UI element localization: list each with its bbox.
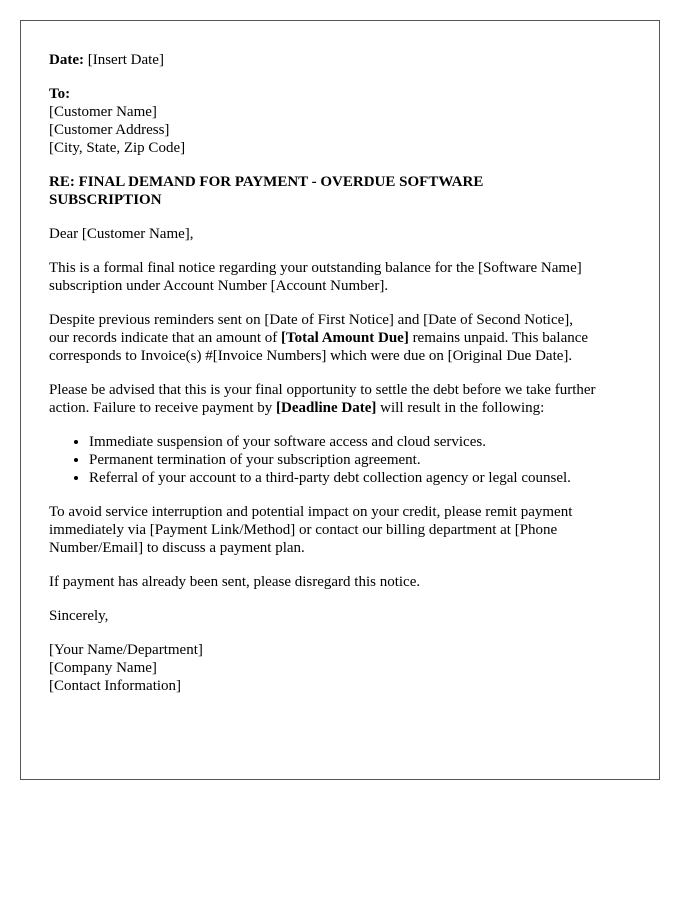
paragraph-notice [49, 259, 631, 295]
list-item: • Referral of your account to a third-party debt collection agency or legal counsel. [89, 469, 631, 487]
subject-line [49, 173, 631, 209]
recipient-name: [Customer Name] [49, 104, 157, 120]
date-line [49, 51, 631, 69]
amount-outro-text: remains unpaid. This balance [408, 330, 589, 346]
deadline-outro-text: will result in the following: [376, 400, 545, 416]
deadline-intro-text: action. Failure to receive payment by [49, 400, 276, 416]
signature-company: [Company Name] [49, 660, 157, 676]
letter-document [20, 20, 660, 780]
paragraph-remit-payment-line-2: immediately via [Payment Link/Method] or contact our billing department at [Phone [49, 522, 558, 538]
subject-line-1: RE: FINAL DEMAND FOR PAYMENT - OVERDUE SOFTWARE [49, 174, 484, 190]
recipient-label: To: [49, 86, 71, 102]
list-item: • Permanent termination of your subscription agreement. [89, 451, 631, 469]
paragraph-final-opportunity [49, 381, 631, 417]
date-label: Date: [49, 52, 84, 68]
recipient-address: [Customer Address] [49, 122, 170, 138]
paragraph-disregard: If payment has already been sent, please disregard this notice. [49, 574, 421, 590]
recipient-city-state-zip: [City, State, Zip Code] [49, 140, 186, 156]
signature-name: [Your Name/Department] [49, 642, 203, 658]
paragraph-notice-line-1: This is a formal final notice regarding your outstanding balance for the [Software Name] [49, 260, 582, 276]
amount-intro-text: our records indicate that an amount of [49, 330, 282, 346]
recipient-block [49, 85, 631, 157]
paragraph-remit-payment [49, 503, 631, 557]
total-amount-due: [Total Amount Due] [281, 330, 409, 346]
consequences-list [49, 433, 631, 487]
paragraph-final-opportunity-line-1: Please be advised that this is your final opportunity to settle the debt before we take further [49, 382, 596, 398]
paragraph-reminders [49, 311, 631, 365]
closing: Sincerely, [49, 608, 109, 624]
salutation: Dear [Customer Name], [49, 226, 194, 242]
signature-contact: [Contact Information] [49, 678, 182, 694]
date-value: [Insert Date] [83, 52, 164, 68]
paragraph-reminders-line-3: corresponds to Invoice(s) #[Invoice Numbers] which were due on [Original Due Date]. [49, 348, 573, 364]
paragraph-remit-payment-line-1: To avoid service interruption and potential impact on your credit, please remit payment [49, 504, 573, 520]
paragraph-remit-payment-line-3: Number/Email] to discuss a payment plan. [49, 540, 305, 556]
paragraph-reminders-line-2 [49, 329, 631, 347]
paragraph-notice-line-2: subscription under Account Number [Account Number]. [49, 278, 389, 294]
signature-block [49, 641, 631, 695]
paragraph-reminders-line-1: Despite previous reminders sent on [Date of First Notice] and [Date of Second Notice], [49, 312, 574, 328]
paragraph-final-opportunity-line-2 [49, 399, 631, 417]
subject-line-2: SUBSCRIPTION [49, 192, 162, 208]
deadline-date: [Deadline Date] [276, 400, 377, 416]
list-item: • Immediate suspension of your software access and cloud services. [89, 433, 631, 451]
